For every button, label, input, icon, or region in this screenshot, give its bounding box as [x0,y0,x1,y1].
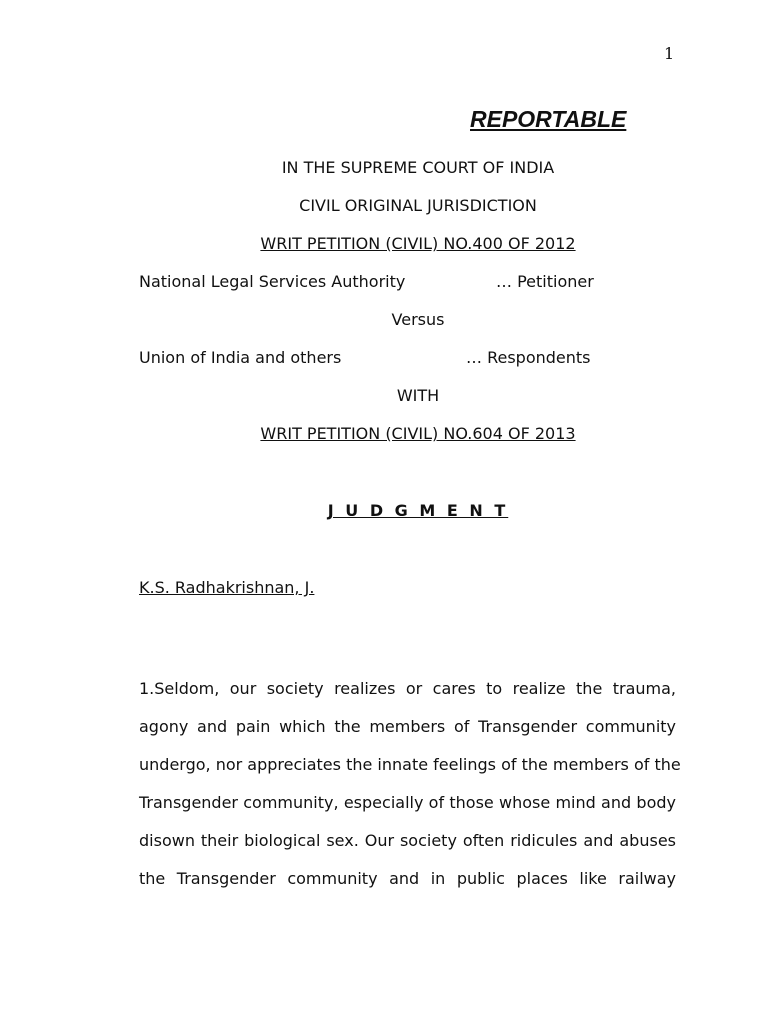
with-label: WITH [396,386,440,405]
court-name: IN THE SUPREME COURT OF INDIA [281,158,555,177]
case-number-1 [0,234,768,254]
jurisdiction: CIVIL ORIGINAL JURISDICTION [299,196,537,215]
judgment-heading [0,501,768,521]
case-number-2-text: WRIT PETITION (CIVIL) NO.604 OF 2013 [260,424,576,443]
paragraph-line: Transgender community, especially of those whose mind and body [139,793,676,812]
case-number-2 [0,424,768,444]
page-number: 1 [664,44,675,63]
judge-name: K.S. Radhakrishnan, J. [139,578,315,597]
reportable-heading: REPORTABLE [470,106,627,132]
petitioner-name: National Legal Services Authority [139,272,406,291]
paragraph-1 [139,670,681,898]
respondent-role: … Respondents [466,348,591,367]
paragraph-line [139,670,676,708]
judgment-heading-text: J U D G M E N T [327,501,509,520]
case-number-1-text: WRIT PETITION (CIVIL) NO.400 OF 2012 [260,234,576,253]
paragraph-line-text: Seldom, our society realizes or cares to realize the trauma, [154,679,676,698]
paragraph-line: disown their biological sex. Our society often ridicules and abuses [139,831,676,850]
paragraph-line: agony and pain which the members of Transgender community [139,717,676,736]
paragraph-line: undergo, nor appreciates the innate feelings of the members of the [139,755,681,774]
respondent-name: Union of India and others [139,348,342,367]
versus-label: Versus [391,310,445,329]
paragraph-number: 1. [139,679,155,698]
paragraph-line: the Transgender community and in public places like railway [139,869,676,888]
petitioner-role: … Petitioner [496,272,594,291]
